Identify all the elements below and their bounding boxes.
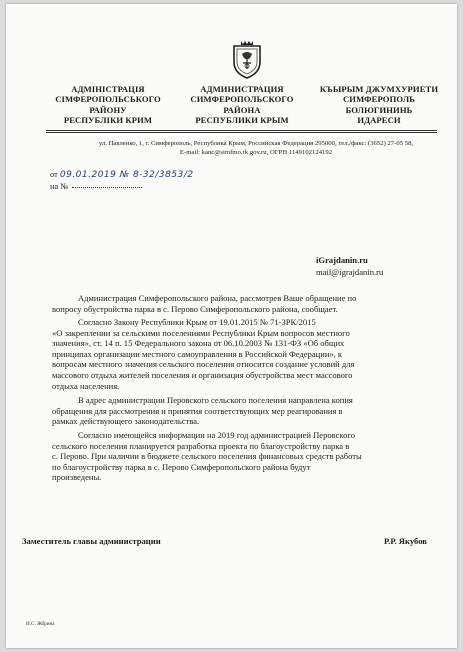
recipient-name: iGrajdanin.ru xyxy=(316,255,368,265)
header-divider xyxy=(46,130,437,131)
body-line: Администрация Симферопольского района, рассмотрев Ваше обращение по xyxy=(78,293,357,303)
header-line: ИДАРЕСИ xyxy=(357,115,401,126)
executor-note: И.С. Жбрина xyxy=(26,621,55,627)
signatory-name: Р.Р. Якубов xyxy=(384,536,427,546)
paragraph-3 xyxy=(52,395,448,427)
body-line: произведены. xyxy=(52,472,102,483)
outgoing-number-value: 09.01.2019 № 8-32/3853/2 xyxy=(59,170,194,180)
header-russian xyxy=(176,84,308,126)
header-divider-thin xyxy=(46,132,437,133)
coat-of-arms-icon xyxy=(230,40,264,80)
body-line: обращения для рассмотрения и принятия соответствующих мер реагирования в xyxy=(52,405,343,416)
paragraph-4 xyxy=(52,430,448,483)
body-line: отдыха населения. xyxy=(52,380,120,391)
header-line: БОЛЮГИНИНЬ xyxy=(345,104,413,115)
header-line: РАЙОНА xyxy=(223,104,261,115)
header-line: РЕСПУБЛИКИ КРЫМ xyxy=(195,115,289,126)
body-line: с. Перово. При наличии в бюджете сельского поселения финансовых средств работы xyxy=(52,451,362,462)
body-line: вопросам местного значения сельского поселения относится создание условий для xyxy=(52,359,355,370)
header-line: РАЙОНУ xyxy=(89,104,127,115)
incoming-number xyxy=(50,182,142,191)
body-line: вопросу обустройства парка в с. Перово Симферопольского района, сообщает. xyxy=(52,303,338,314)
address-line: ул. Павленко, 1, г. Симферополь, Республика Крым, Российская Федерация 295000, тел./факс: (3652) 27-05 58, xyxy=(98,140,414,147)
header-line: СІМФЕРОПОЛЬСЬКОГО xyxy=(55,94,161,105)
header-line: АДМИНИСТРАЦИЯ xyxy=(200,84,284,94)
from-prefix: от xyxy=(50,170,58,179)
header-line: СИМФЕРОПОЛЬСКОГО xyxy=(190,94,294,105)
header-line: РЕСПУБЛІКИ КРИМ xyxy=(63,115,153,126)
body-line: «О закреплении за сельскими поселениями Республики Крым вопросов местного xyxy=(52,327,350,338)
recipient-email[interactable]: mail@igrajdanin.ru xyxy=(316,267,384,277)
body-line: по благоустройству парка в с. Перово Симферопольского района будут xyxy=(52,461,311,472)
letter-page xyxy=(6,4,457,648)
contact-line: E-mail: kanc@simfmo.rk.gov.ru, ОГРН 1149102124192 xyxy=(179,149,333,156)
paragraph-2 xyxy=(52,317,448,391)
header-crimean-tatar xyxy=(310,84,448,126)
body-line: сельского поселения планируется разработка проекта по благоустройству парка в xyxy=(52,440,350,451)
blank-field xyxy=(72,187,142,188)
body-line: принципах организации местного самоуправления в Российской Федерации», к xyxy=(52,348,343,359)
body-line: В адрес администрации Перовского сельского поселения направлена копия xyxy=(78,395,353,405)
outgoing-number xyxy=(50,170,194,180)
paragraph-1 xyxy=(52,293,448,314)
header-line: СИМФЕРОПОЛЬ xyxy=(342,94,415,105)
body-line: Согласно имеющейся информации на 2019 год администрацией Перовского xyxy=(78,430,355,440)
header-line: АДМІНІСТРАЦІЯ xyxy=(71,84,145,94)
signatory-position: Заместитель главы администрации xyxy=(22,536,161,546)
body-line: Согласно Закону Республики Крым от 19.01.2015 № 71-ЗРК/2015 xyxy=(78,317,316,327)
to-prefix: на № xyxy=(50,182,69,191)
body-line: массового отдыха жителей поселения и организация обустройства мест массового xyxy=(52,369,353,380)
header-ukrainian xyxy=(42,84,174,126)
body-line: рамках действующего законодательства. xyxy=(52,416,200,427)
body-line: значения», ст. 14 п. 15 Федерального закона от 06.10.2003 № 131-ФЗ «Об общих xyxy=(52,338,345,349)
header-line: КЪЫРЫМ ДЖУМХУРИЕТИ xyxy=(319,84,439,94)
